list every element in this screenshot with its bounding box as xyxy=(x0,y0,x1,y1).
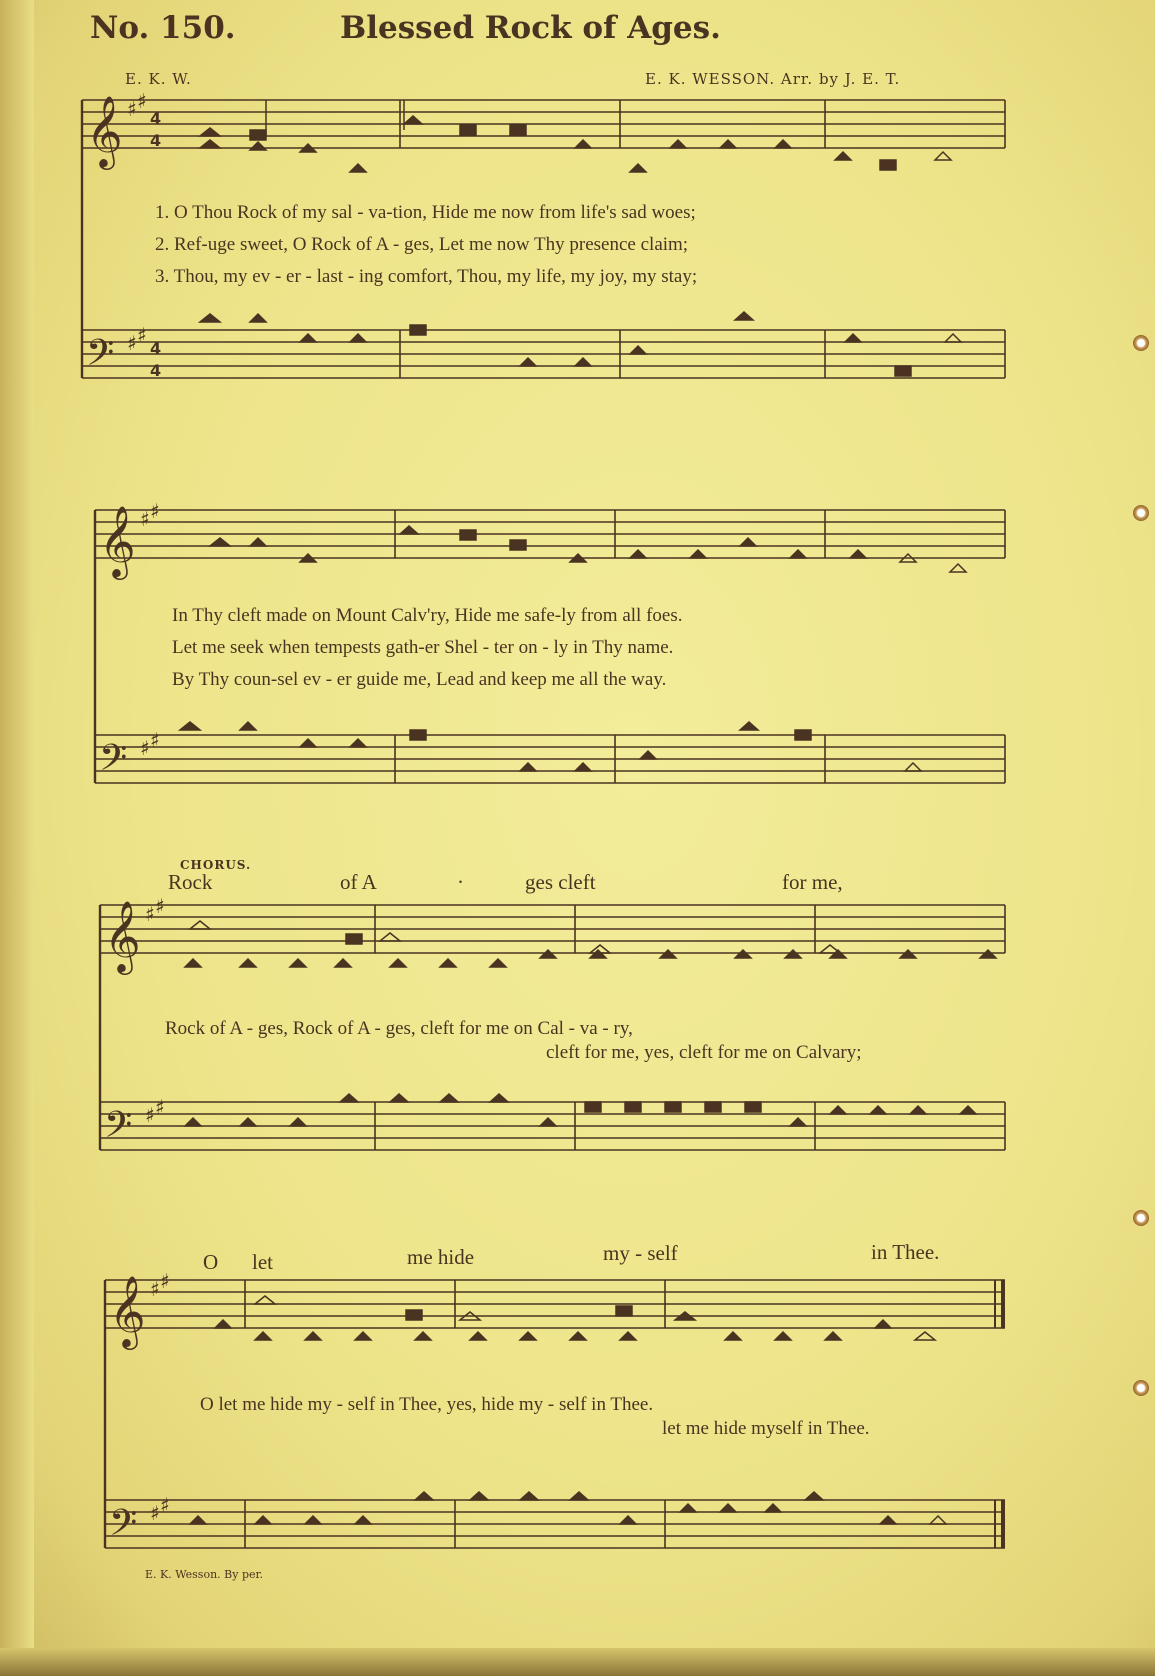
svg-text:𝄢: 𝄢 xyxy=(104,1104,133,1155)
chorus-upper-word: my - self xyxy=(603,1241,678,1265)
chorus-upper-word: of A xyxy=(340,870,377,894)
svg-text:♯: ♯ xyxy=(150,1277,160,1301)
svg-text:𝄞: 𝄞 xyxy=(109,1274,146,1347)
svg-text:4: 4 xyxy=(150,339,162,358)
verse-3-line-2: By Thy coun-sel ev - er guide me, Lead and keep me all the way. xyxy=(172,669,667,690)
chorus-label: CHORUS. xyxy=(180,858,252,872)
svg-text:♯: ♯ xyxy=(140,736,150,760)
verse-3-line-1: 3. Thou, my ev - er - last - ing comfort, Thou, my life, my joy, my stay; xyxy=(155,266,698,287)
verse-1-line-2: In Thy cleft made on Mount Calv'ry, Hide me safe-ly from all foes. xyxy=(172,605,683,626)
svg-text:♯: ♯ xyxy=(137,89,147,113)
music-notation xyxy=(82,100,1005,1548)
svg-text:♯: ♯ xyxy=(145,1103,155,1127)
chorus-upper-word: Rock xyxy=(168,870,213,894)
svg-text:𝄢: 𝄢 xyxy=(99,737,128,788)
hymn-number: No. 150. xyxy=(90,10,236,46)
chorus-upper-word: ges cleft xyxy=(525,870,596,894)
svg-text:♯: ♯ xyxy=(160,1269,170,1293)
copyright-footer: E. K. Wesson. By per. xyxy=(145,1568,264,1581)
svg-text:♯: ♯ xyxy=(127,331,137,355)
svg-text:♯: ♯ xyxy=(150,1501,160,1525)
svg-text:♯: ♯ xyxy=(150,728,160,752)
lyricist-credit: E. K. W. xyxy=(125,70,192,88)
svg-text:4: 4 xyxy=(150,109,162,128)
composer-credit: E. K. WESSON. Arr. by J. E. T. xyxy=(645,70,901,88)
chorus-lower-line-2: O let me hide my - self in Thee, yes, hide my - self in Thee. xyxy=(200,1394,654,1415)
chorus-upper-word: me hide xyxy=(407,1245,475,1269)
svg-text:𝄢: 𝄢 xyxy=(86,332,115,383)
svg-text:♯: ♯ xyxy=(155,894,165,918)
svg-text:4: 4 xyxy=(150,131,162,150)
clef-icons xyxy=(86,89,170,1553)
svg-text:𝄞: 𝄞 xyxy=(104,899,141,972)
chorus-echo-line-2: let me hide myself in Thee. xyxy=(662,1418,870,1439)
verse-1-line-1: 1. O Thou Rock of my sal - va-tion, Hide me now from life's sad woes; xyxy=(155,202,696,223)
hymn-title: Blessed Rock of Ages. xyxy=(340,10,721,46)
chorus-upper-word: in Thee. xyxy=(871,1240,940,1264)
svg-text:♯: ♯ xyxy=(155,1095,165,1119)
svg-text:♯: ♯ xyxy=(137,323,147,347)
svg-text:♯: ♯ xyxy=(127,97,137,121)
chorus-upper-word: O xyxy=(203,1250,219,1274)
chorus-upper-word: · xyxy=(457,870,464,894)
svg-text:♯: ♯ xyxy=(160,1493,170,1517)
chorus-lower-line: Rock of A - ges, Rock of A - ges, cleft for me on Cal - va - ry, xyxy=(165,1018,633,1039)
svg-text:𝄞: 𝄞 xyxy=(86,94,123,167)
svg-text:𝄢: 𝄢 xyxy=(109,1502,138,1553)
note-heads xyxy=(180,100,996,1524)
svg-text:𝄞: 𝄞 xyxy=(99,504,136,577)
svg-text:♯: ♯ xyxy=(150,499,160,523)
svg-text:♯: ♯ xyxy=(140,507,150,531)
verse-2-line-2: Let me seek when tempests gath-er Shel - ter on - ly in Thy name. xyxy=(172,637,674,658)
svg-text:♯: ♯ xyxy=(145,902,155,926)
chorus-upper-word: for me, xyxy=(782,870,843,894)
verse-2-line-1: 2. Ref-uge sweet, O Rock of A - ges, Let me now Thy presence claim; xyxy=(155,234,689,255)
svg-text:4: 4 xyxy=(150,361,162,380)
chorus-upper-word: let xyxy=(252,1250,273,1274)
chorus-echo-line: cleft for me, yes, cleft for me on Calvary; xyxy=(546,1042,862,1063)
